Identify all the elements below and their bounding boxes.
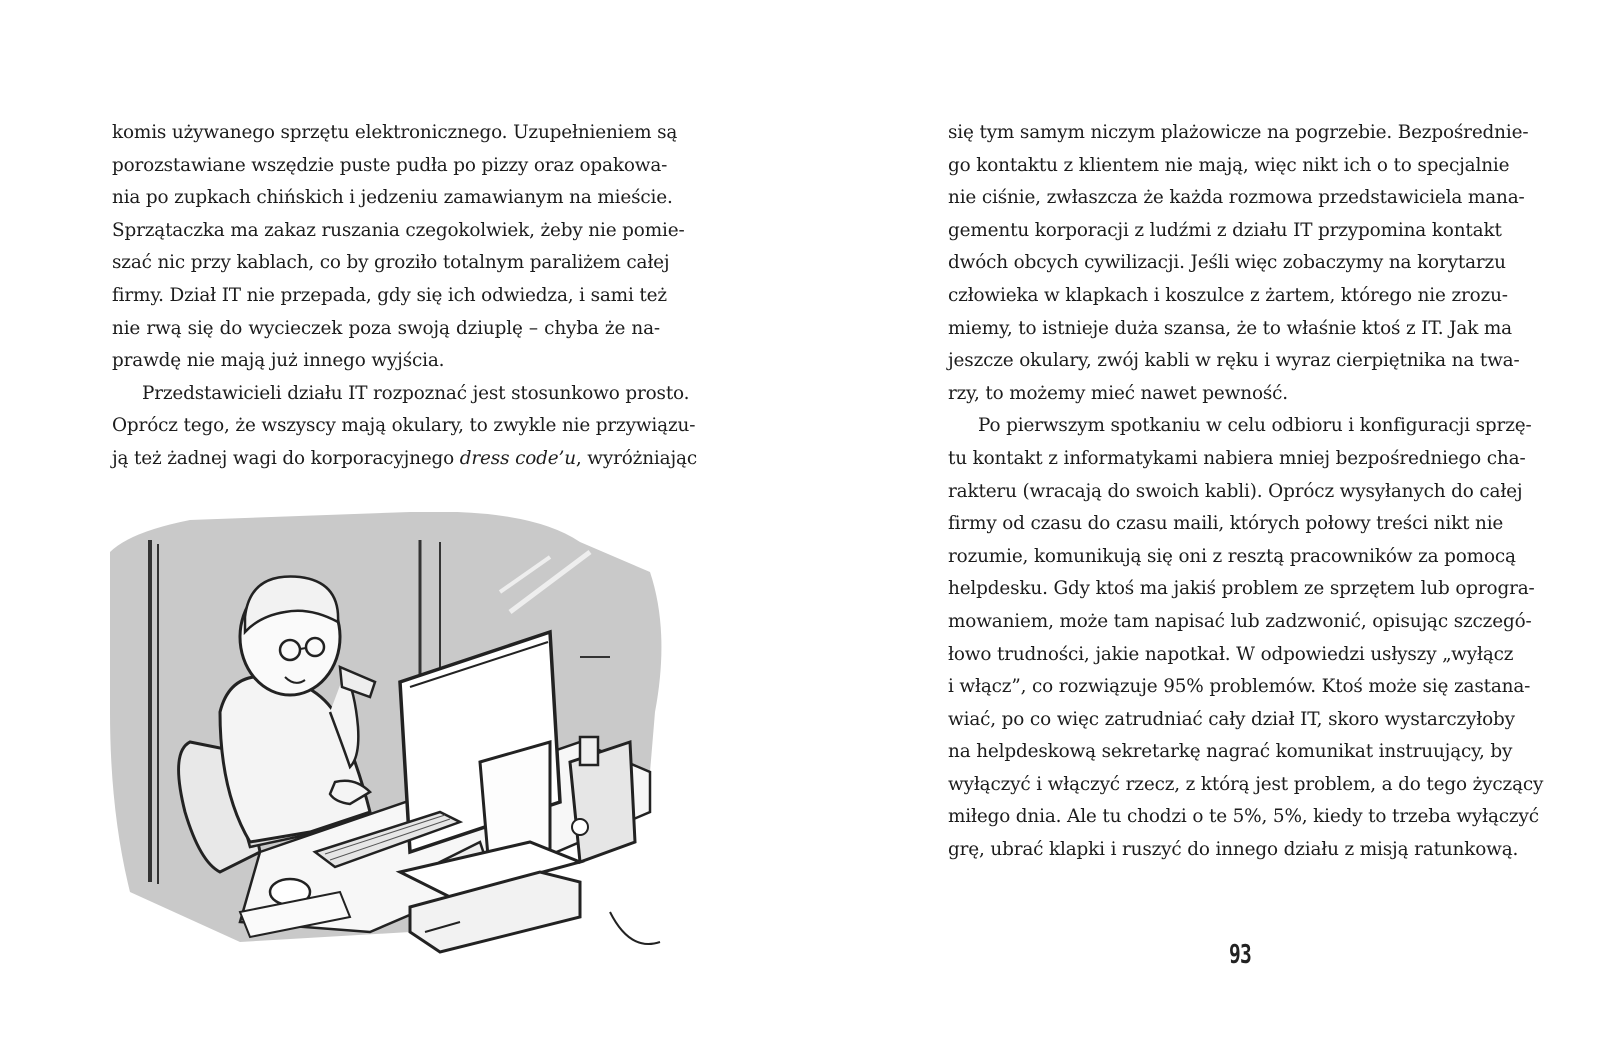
text-line: szać nic przy kablach, co by groziło totalnym paraliżem całej [112,252,670,274]
text-line: jeszcze okulary, zwój kabli w ręku i wyraz cierpiętnika na twa- [948,350,1520,372]
text-line: Sprzątaczka ma zakaz ruszania czegokolwiek, żeby nie pomie- [112,219,685,241]
text-line: rozumie, komunikują się oni z resztą pracowników za pomocą [948,545,1516,567]
text-line: helpdesku. Gdy ktoś ma jakiś problem ze sprzętem lub oprogra- [948,578,1535,600]
text-line: rakteru (wracają do swoich kabli). Oprócz wysyłanych do całej [948,480,1523,502]
text-line-mixed [112,443,697,476]
text-line: Przedstawicieli działu IT rozpoznać jest stosunkowo prosto. [142,382,690,404]
left-text-block [112,117,697,476]
text-line: tu kontakt z informatykami nabiera mniej bezpośredniego cha- [948,447,1526,469]
text-line: gementu korporacji z ludźmi z działu IT przypomina kontakt [948,219,1502,241]
text-line: firmy. Dział IT nie przepada, gdy się ich odwiedza, i sami też [112,284,667,306]
text-line: Oprócz tego, że wszyscy mają okulary, to zwykle nie przywiązu- [112,415,696,437]
text-line: miemy, to istnieje duża szansa, że to właśnie ktoś z IT. Jak ma [948,317,1512,339]
text-line: się tym samym niczym plażowicze na pogrzebie. Bezpośrednie- [948,122,1529,143]
text-line: wyłączyć i włączyć rzecz, z którą jest problem, a do tego życzący [948,773,1544,795]
page-number: 93 [1229,940,1251,970]
text-line: nie ciśnie, zwłaszcza że każda rozmowa przedstawiciela mana- [948,187,1525,209]
text-line: grę, ubrać klapki i ruszyć do innego działu z misją ratunkową. [948,839,1519,861]
text-line: rzy, to możemy mieć nawet pewność. [948,382,1289,404]
text-line: miłego dnia. Ale tu chodzi o te 5%, 5%, kiedy to trzeba wyłączyć [948,806,1539,828]
text-line: łowo trudności, jakie napotkał. W odpowiedzi usłyszy „wyłącz [948,643,1514,665]
text-line: komis używanego sprzętu elektronicznego. Uzupełnieniem są [112,122,678,143]
text-segment: ją też żadnej wagi do korporacyjnego [112,447,455,469]
text-line: nie rwą się do wycieczek poza swoją dziuplę – chyba że na- [112,317,660,339]
text-line: prawdę nie mają już innego wyjścia. [112,350,445,372]
text-line: porozstawiane wszędzie puste pudła po pizzy oraz opakowa- [112,154,668,176]
text-line: firmy od czasu do czasu maili, których połowy treści nikt nie [948,513,1504,535]
text-line: wiać, po co więc zatrudniać cały dział IT, skoro wystarczyłoby [948,708,1515,730]
text-line: Po pierwszym spotkaniu w celu odbioru i konfiguracji sprzę- [978,415,1532,437]
italic-phrase: dress code’u [459,447,576,469]
right-page [800,0,1600,1043]
text-line: człowieka w klapkach i koszulce z żartem, którego nie zrozu- [948,284,1508,306]
right-text-block [948,117,1544,867]
text-line: na helpdeskową sekretarkę nagrać komunikat instruujący, by [948,741,1513,763]
text-line: mowaniem, może tam napisać lub zadzwonić, opisując szczegó- [948,610,1532,632]
text-line: nia po zupkach chińskich i jedzeniu zamawianym na mieście. [112,187,673,209]
text-line: go kontaktu z klientem nie mają, więc nikt ich o to specjalnie [948,154,1510,176]
text-line: dwóch obcych cywilizacji. Jeśli więc zobaczymy na korytarzu [948,252,1506,274]
text-line: i włącz”, co rozwiązuje 95% problemów. Ktoś może się zastana- [948,676,1531,698]
office-illustration [110,512,670,972]
text-segment: , wyróżniając [575,447,697,469]
